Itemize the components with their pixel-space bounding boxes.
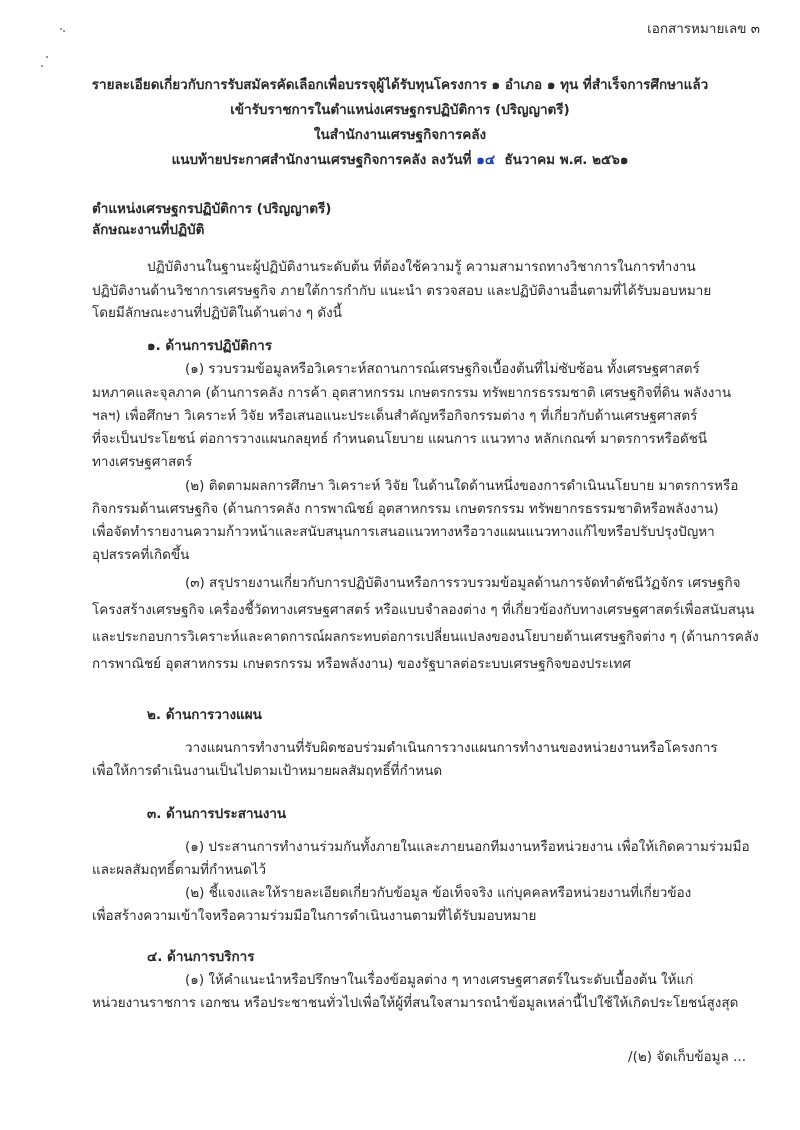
intro-line-1: ปฏิบัติงานในฐานะผู้ปฏิบัติงานระดับต้น ที่ต้องใช้ความรู้ ความสามารถทางวิชาการในการทำงาน	[147, 259, 696, 275]
position-title: ตำแหน่งเศรษฐกรปฏิบัติการ (ปริญญาตรี)	[92, 201, 332, 217]
section-3-heading: ๓. ด้านการประสานงาน	[147, 806, 287, 822]
scan-speck	[60, 28, 62, 30]
announcement-day: ๑๔	[476, 152, 496, 168]
header-line-2: เข้ารับราชการในตำแหน่งเศรษฐกรปฏิบัติการ (ปริญญาตรี)	[230, 102, 570, 118]
intro-line-2: ปฏิบัติงานด้านวิชาการเศรษฐกิจ ภายใต้การกำกับ แนะนำ ตรวจสอบ และปฏิบัติงานอื่นตามที่ได้รับมอบหมาย	[92, 283, 712, 299]
scan-speck	[63, 30, 65, 32]
section-1-item-3-line-1: (๓) สรุปรายงานเกี่ยวกับการปฏิบัติงานหรือการรวบรวมข้อมูลด้านการจัดทำดัชนีวัฏจักร เศรษฐกิจ	[185, 575, 741, 591]
scan-speck	[41, 65, 43, 67]
section-1-item-2-line-2: กิจกรรมด้านเศรษฐกิจ (ด้านการคลัง การพาณิชย์ อุตสาหกรรม เกษตรกรรม ทรัพยากรธรรมชาติหรือพลังงาน)	[92, 501, 719, 517]
scan-speck	[46, 56, 48, 58]
header-line-3: ในสำนักงานเศรษฐกิจการคลัง	[313, 127, 487, 143]
document-number: เอกสารหมายเลข ๓	[647, 21, 760, 37]
header-announcement-prefix: แนบท้ายประกาศสำนักงานเศรษฐกิจการคลัง ลงวันที่	[171, 152, 477, 168]
section-3-item-2-line-2: เพื่อสร้างความเข้าใจหรือความร่วมมือในการดำเนินงานตามที่ได้รับมอบหมาย	[92, 908, 537, 924]
section-1-item-3-line-2: โครงสร้างเศรษฐกิจ เครื่องชี้วัดทางเศรษฐศาสตร์ หรือแบบจำลองต่าง ๆ ที่เกี่ยวข้องกับทางเศรษฐศาสตร์เพื่อสนับสนุน	[92, 602, 755, 618]
section-1-item-1-line-4: ที่จะเป็นประโยชน์ ต่อการวางแผนกลยุทธ์ กำหนดนโยบาย แผนการ แนวทาง หลักเกณฑ์ มาตรการหรือดัชนี	[92, 431, 708, 447]
section-3-item-2-line-1: (๒) ชี้แจงและให้รายละเอียดเกี่ยวกับข้อมูล ข้อเท็จจริง แก่บุคคลหรือหน่วยงานที่เกี่ยวข้อง	[185, 885, 692, 901]
section-1-item-3-line-3: และประกอบการวิเคราะห์และคาดการณ์ผลกระทบต่อการเปลี่ยนแปลงของนโยบายด้านเศรษฐกิจต่าง ๆ (ด้านการคลัง	[92, 629, 759, 645]
section-2-item-1-line-2: เพื่อให้การดำเนินงานเป็นไปตามเป้าหมายผลสัมฤทธิ์ที่กำหนด	[92, 763, 443, 779]
section-4-item-1-line-2: หน่วยงานราชการ เอกชน หรือประชาชนทั่วไปเพื่อให้ผู้ที่สนใจสามารถนำข้อมูลเหล่านี้ไปใช้ให้เกิดประโยชน์สูงสุด	[92, 995, 739, 1011]
header-line-4	[0, 151, 800, 169]
section-2-heading: ๒. ด้านการวางแผน	[147, 707, 262, 723]
section-3-item-1-line-2: และผลสัมฤทธิ์ตามที่กำหนดไว้	[92, 862, 267, 878]
continuation-note: /(๒) จัดเก็บข้อมูล ...	[628, 1049, 746, 1065]
section-1-item-3-line-4: การพาณิชย์ อุตสาหกรรม เกษตรกรรม หรือพลังงาน) ของรัฐบาลต่อระบบเศรษฐกิจของประเทศ	[92, 656, 631, 672]
section-1-item-1-line-2: มหภาคและจุลภาค (ด้านการคลัง การค้า อุตสาหกรรม เกษตรกรรม ทรัพยากรธรรมชาติ เศรษฐกิจที่ดิน พลังงาน	[92, 385, 732, 401]
intro-line-3: โดยมีลักษณะงานที่ปฏิบัติในด้านต่าง ๆ ดังนี้	[92, 305, 342, 321]
section-1-item-1-line-1: (๑) รวบรวมข้อมูลหรือวิเคราะห์สถานการณ์เศรษฐกิจเบื้องต้นที่ไม่ซับซ้อน ทั้งเศรษฐศาสตร์	[185, 361, 700, 377]
header-line-1: รายละเอียดเกี่ยวกับการรับสมัครคัดเลือกเพื่อบรรจุผู้ได้รับทุนโครงการ ๑ อำเภอ ๑ ทุน ที่สำเร็จการศึกษาแล้ว	[91, 77, 709, 93]
section-1-item-1-line-3: ฯลฯ) เพื่อศึกษา วิเคราะห์ วิจัย หรือเสนอแนะประเด็นสำคัญหรือกิจกรรมต่าง ๆ ที่เกี่ยวกับด้านเศรษฐศาสตร์	[92, 408, 698, 424]
header-announcement-suffix: ธันวาคม พ.ศ. ๒๕๖๑	[495, 152, 629, 168]
section-1-item-2-line-4: อุปสรรคที่เกิดขึ้น	[92, 547, 190, 563]
job-nature-heading: ลักษณะงานที่ปฏิบัติ	[92, 222, 205, 238]
section-1-item-1-line-5: ทางเศรษฐศาสตร์	[92, 454, 193, 470]
section-2-item-1-line-1: วางแผนการทำงานที่รับผิดชอบร่วมดำเนินการวางแผนการทำงานของหน่วยงานหรือโครงการ	[185, 740, 718, 756]
section-4-heading: ๔. ด้านการบริการ	[147, 949, 255, 965]
section-1-heading: ๑. ด้านการปฏิบัติการ	[147, 338, 272, 354]
section-1-item-2-line-1: (๒) ติดตามผลการศึกษา วิเคราะห์ วิจัย ในด้านใดด้านหนึ่งของการดำเนินนโยบาย มาตรการหรือ	[185, 478, 739, 494]
section-4-item-1-line-1: (๑) ให้คำแนะนำหรือปรึกษาในเรื่องข้อมูลต่าง ๆ ทางเศรษฐศาสตร์ในระดับเบื้องต้น ให้แก่	[185, 972, 694, 988]
section-3-item-1-line-1: (๑) ประสานการทำงานร่วมกันทั้งภายในและภายนอกทีมงานหรือหน่วยงาน เพื่อให้เกิดความร่วมมือ	[185, 839, 750, 855]
section-1-item-2-line-3: เพื่อจัดทำรายงานความก้าวหน้าและสนับสนุนการเสนอแนวทางหรือวางแผนแนวทางแก้ไขหรือปรับปรุงปัญหา	[92, 524, 715, 540]
